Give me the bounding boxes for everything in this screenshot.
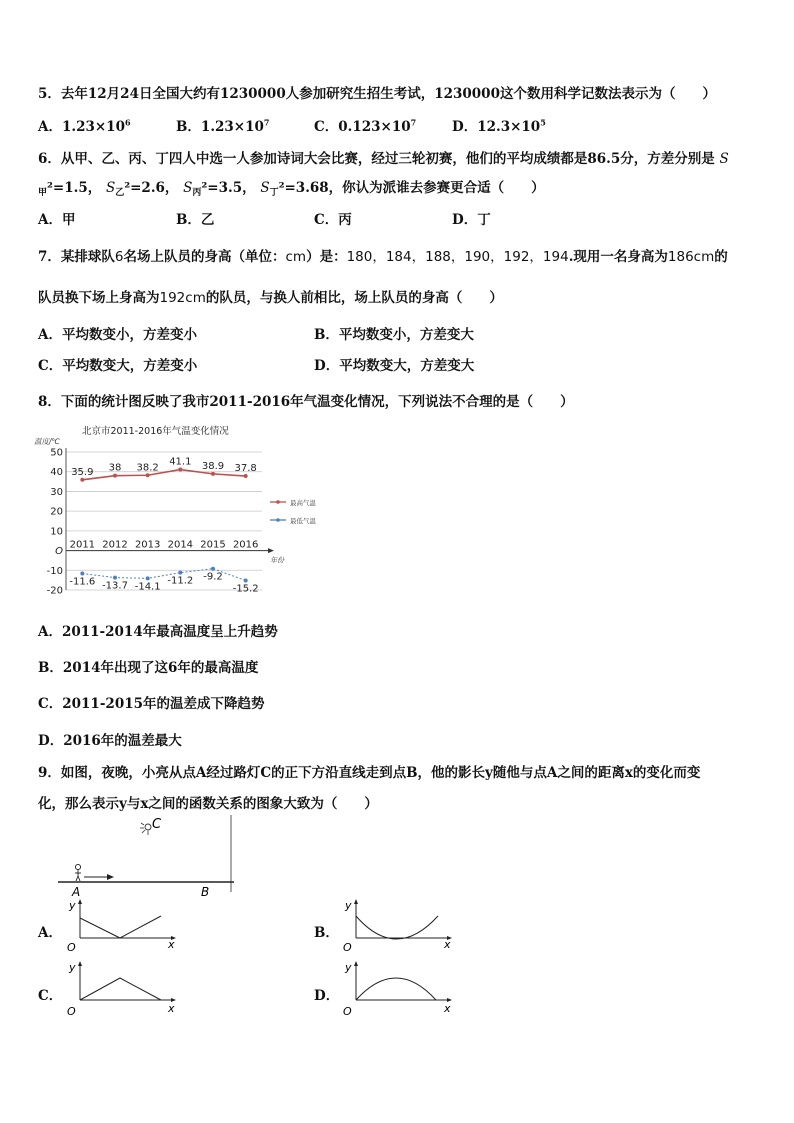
q9-option-b-label: B． (314, 925, 339, 941)
y-tick-label: -20 (46, 585, 63, 597)
data-label: -13.7 (102, 580, 128, 592)
data-point (113, 474, 117, 478)
data-label: 38 (108, 462, 122, 474)
label-c: C (152, 817, 162, 832)
chart-title: 北京市2011-2016年气温变化情况 (82, 426, 229, 437)
q5-option-b: B．$1.23\times 10^7$ (176, 117, 270, 135)
data-point (146, 473, 150, 477)
y-tick-label: -10 (46, 565, 63, 577)
data-label: 38.9 (201, 460, 225, 472)
q7-option-b: B．平均数变小，方差变大 (314, 327, 474, 343)
q8-option-b: B．2014年出现了这6年的最高温度 (38, 660, 259, 676)
y-axis-label: 温度/℃ (34, 437, 60, 446)
svg-text:O: O (67, 941, 76, 954)
data-point (113, 576, 117, 580)
data-label: -11.6 (69, 576, 96, 588)
x-tick-label: 2015 (200, 539, 226, 551)
legend-label: 最低气温 (290, 517, 316, 525)
q5-option-d: D．$12.3\times 10^5$ (452, 117, 546, 135)
x-tick-label: 2014 (167, 539, 194, 551)
data-point (80, 571, 84, 575)
data-label: 37.8 (234, 463, 257, 475)
data-label: -11.2 (167, 575, 194, 587)
legend-marker (276, 518, 280, 522)
svg-text:O: O (343, 941, 352, 954)
legend-marker (276, 500, 280, 504)
data-point (178, 468, 182, 472)
q7-option-c: C．平均数变大，方差变小 (38, 358, 198, 374)
graph-a-curve (80, 916, 161, 938)
svg-text:x: x (168, 938, 175, 951)
walker-icon (75, 864, 81, 881)
data-label: 38.2 (136, 462, 159, 474)
lamp-icon (140, 823, 151, 835)
q9-option-d-label: D． (314, 988, 340, 1004)
q9-graph-d (334, 958, 454, 1020)
data-point (211, 472, 215, 476)
q5-stem: 5．去年12月24日全国大约有1230000人参加研究生招生考试，1230000这个数用科学记数法表示为（ ） (38, 86, 716, 102)
svg-text:y: y (345, 961, 352, 974)
q6-stem-line1: 6．从甲、乙、丙、丁四人中选一人参加诗词大会比赛，经过三轮初赛，他们的平均成绩都是86.5分，方差分别是 S (38, 151, 729, 167)
svg-text:x: x (444, 938, 451, 951)
y-tick-label: 10 (50, 526, 63, 538)
x-tick-label: 2013 (134, 539, 161, 551)
data-label: -14.1 (134, 581, 161, 593)
graph-b-curve (356, 916, 438, 939)
q9-scene-figure (50, 812, 240, 898)
q8-option-a: A．2011-2014年最高温度呈上升趋势 (38, 624, 278, 640)
graph-d-curve (356, 978, 436, 1000)
q7-stem-line1: 7．某排球队6名场上队员的身高（单位：cm）是：180，184，188，190，192，194.现用一名身高为186cm的 (38, 249, 728, 265)
q6-stem-line2: $_甲$²=1.5， $S_乙^2=2.6$， $S_丙^2=3.5$， $S_丁^2=3.68$，你认为派谁去参赛更合适（ ） (38, 180, 545, 198)
x-tick-label: 2012 (102, 539, 128, 551)
arrow-icon (84, 874, 114, 880)
y-tick-label: O (55, 546, 63, 558)
data-label: -15.2 (232, 583, 259, 595)
svg-text:y: y (69, 899, 76, 912)
svg-text:y: y (345, 899, 352, 912)
q9-stem-line1: 9．如图，夜晚，小亮从点A经过路灯C的正下方沿直线走到点B，他的影长y随他与点A之间的距离x的变化而变 (38, 765, 701, 781)
q6-option-b: B．乙 (176, 212, 215, 228)
x-tick-label: 2011 (69, 539, 96, 551)
x-tick-label: 2016 (232, 539, 259, 551)
data-label: 41.1 (169, 456, 192, 468)
data-label: 35.9 (71, 466, 94, 478)
q9-stem-line2: 化，那么表示y与x之间的函数关系的图象大致为（ ） (38, 796, 378, 812)
x-axis-label: 年份 (270, 556, 284, 565)
graph-c-curve (80, 978, 161, 1000)
q9-option-a-label: A． (38, 925, 62, 941)
q5-option-a: A．$1.23\times 10^6$ (38, 117, 131, 135)
y-tick-label: 40 (50, 467, 63, 479)
svg-text:O: O (67, 1005, 76, 1018)
x-axis-arrow (268, 548, 274, 553)
data-point (244, 579, 248, 583)
y-tick-label: 20 (50, 506, 63, 518)
label-b: B (201, 885, 210, 898)
temperature-line-chart (34, 420, 344, 600)
q8-stem: 8．下面的统计图反映了我市2011-2016年气温变化情况，下列说法不合理的是（ ） (38, 394, 574, 410)
q8-option-d: D．2016年的温差最大 (38, 733, 182, 749)
q8-option-c: C．2011-2015年的温差成下降趋势 (38, 696, 265, 712)
svg-text:y: y (69, 961, 76, 974)
q6-option-d: D．丁 (452, 212, 491, 228)
data-point (178, 571, 182, 575)
q6-option-c: C．丙 (314, 212, 352, 228)
data-point (146, 576, 150, 580)
q9-graph-a (58, 896, 178, 956)
q7-option-a: A．平均数变小，方差变小 (38, 327, 197, 343)
svg-text:x: x (168, 1002, 175, 1015)
q7-option-d: D．平均数变大，方差变大 (314, 358, 475, 374)
y-tick-label: 30 (50, 486, 63, 498)
svg-text:x: x (444, 1002, 451, 1015)
q7-stem-line2: 队员换下场上身高为192cm的队员，与换人前相比，场上队员的身高（ ） (38, 290, 503, 306)
q9-graph-b (334, 896, 454, 956)
label-a: A (72, 885, 81, 898)
q9-option-c-label: C． (38, 988, 63, 1004)
legend-label: 最高气温 (290, 499, 316, 507)
q6-option-a: A．甲 (38, 212, 76, 228)
data-label: -9.2 (203, 571, 223, 583)
svg-text:O: O (343, 1005, 352, 1018)
q9-graph-c (58, 958, 178, 1020)
q5-option-c: C．$0.123\times 10^7$ (314, 117, 417, 135)
data-point (244, 474, 248, 478)
data-point (80, 478, 84, 482)
y-tick-label: 50 (50, 447, 63, 459)
data-point (211, 567, 215, 571)
